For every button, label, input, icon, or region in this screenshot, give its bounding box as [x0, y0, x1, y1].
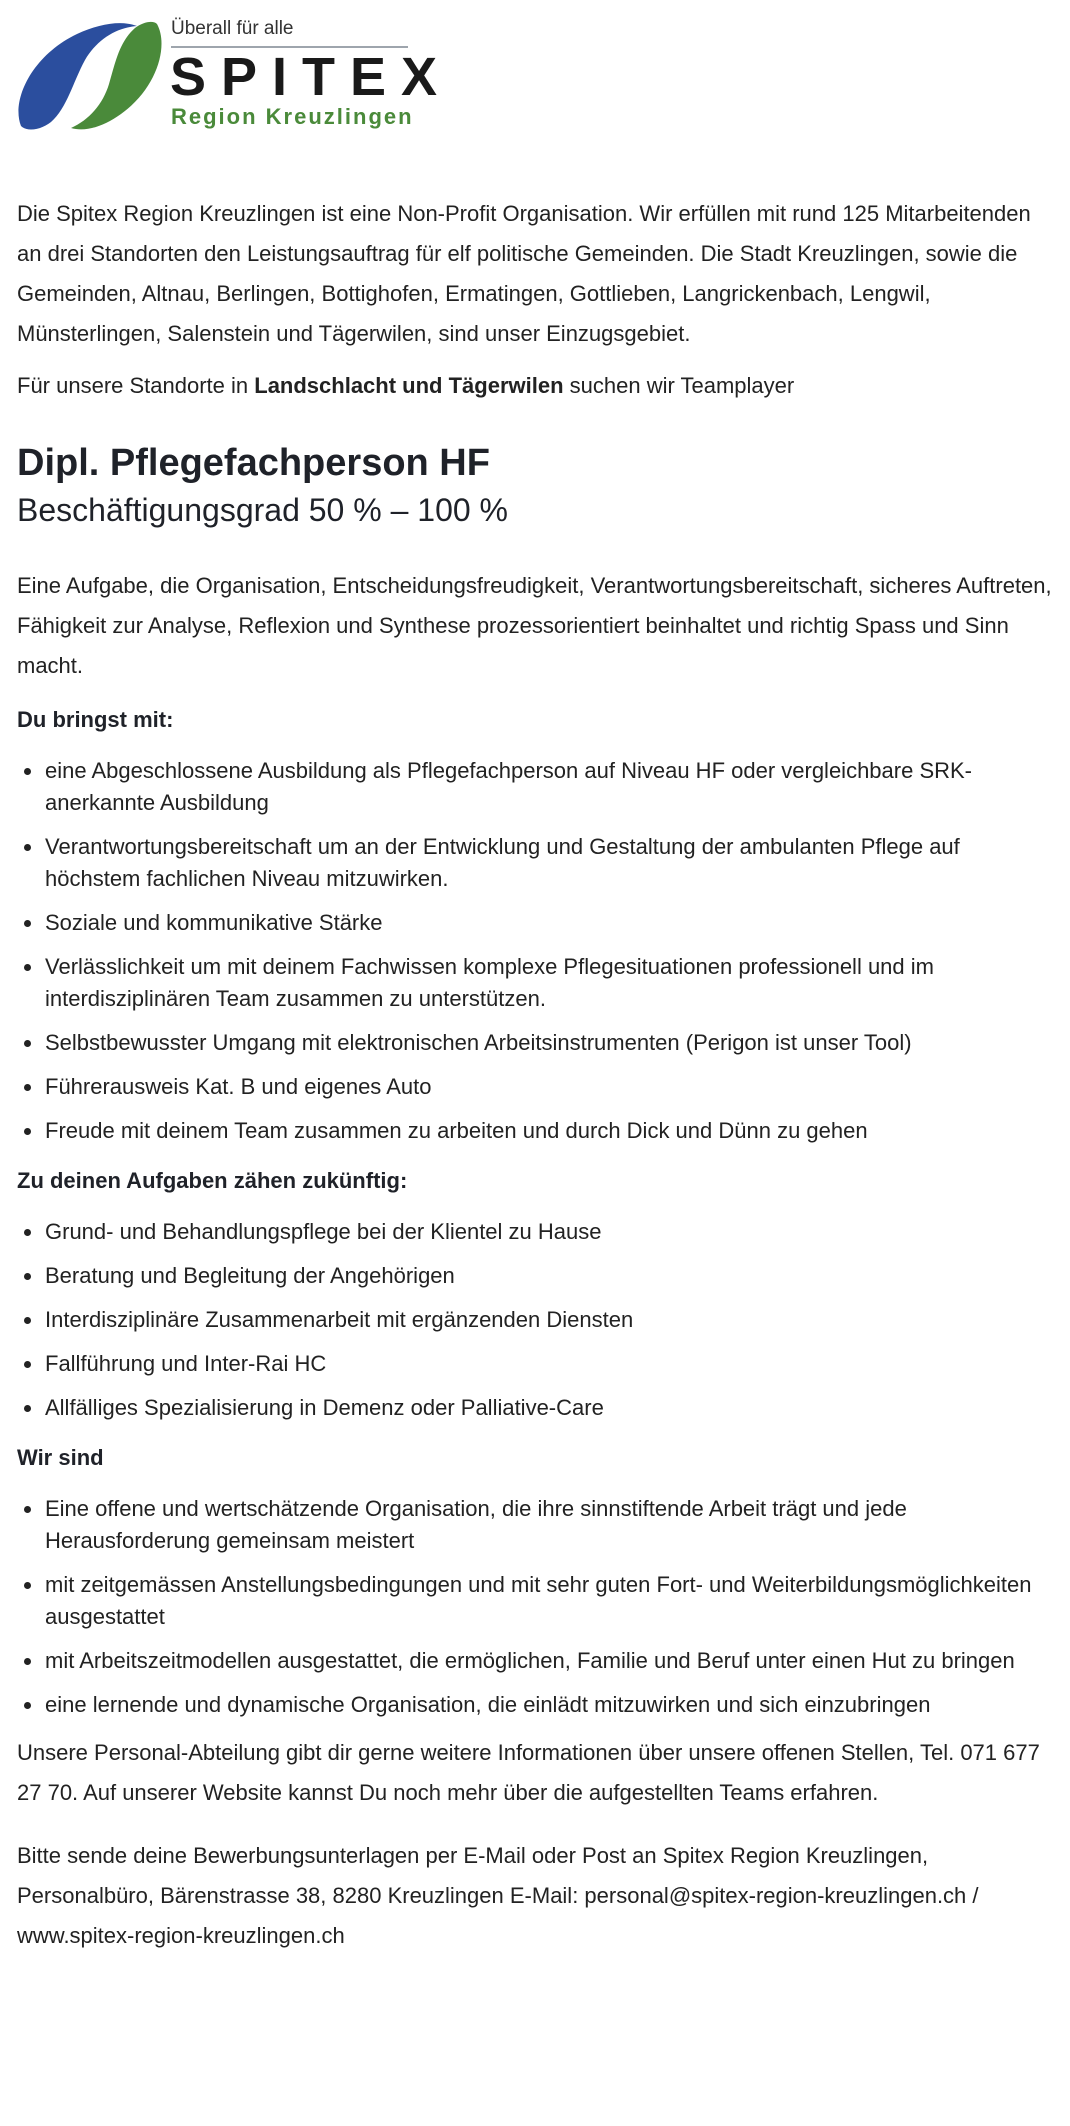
locations-paragraph: [17, 366, 1058, 406]
we-are-heading: Wir sind: [17, 1445, 104, 1470]
list-item: • eine Abgeschlossene Ausbildung als Pflegefachperson auf Niveau HF oder vergleichbare SRK-anerkannte Ausbildung: [44, 755, 1058, 819]
locations-suffix: suchen wir Teamplayer: [563, 373, 795, 398]
list-item: • Verantwortungsbereitschaft um an der Entwicklung und Gestaltung der ambulanten Pflege auf höchstem fachlichen Niveau mitzuwirken.: [44, 831, 1058, 895]
list-item: • Freude mit deinem Team zusammen zu arbeiten und durch Dick und Dünn zu gehen: [44, 1115, 1058, 1147]
list-item: • Grund- und Behandlungspflege bei der Klientel zu Hause: [44, 1216, 1058, 1248]
locations-prefix: Für unsere Standorte in: [17, 373, 255, 398]
list-item: • Allfälliges Spezialisierung in Demenz oder Palliative-Care: [44, 1392, 1058, 1424]
spitex-logo: [17, 16, 1058, 146]
list-item: • Soziale und kommunikative Stärke: [44, 907, 1058, 939]
logo-brand: SPITEX: [170, 47, 453, 107]
list-item: • eine lernende und dynamische Organisation, die einlädt mitzuwirken und sich einzubringen: [44, 1689, 1058, 1721]
locations-bold: Landschlacht und Tägerwilen: [254, 373, 564, 398]
we-are-list: [17, 1493, 1058, 1721]
job-subtitle: Beschäftigungsgrad 50 % – 100 %: [17, 492, 508, 528]
list-item: • Selbstbewusster Umgang mit elektronischen Arbeitsinstrumenten (Perigon ist unser Tool): [44, 1027, 1058, 1059]
contact-paragraph: Unsere Personal-Abteilung gibt dir gerne weitere Informationen über unsere offenen Stellen, Tel. 071 677 27 70. Auf unserer Website kannst Du noch mehr über die aufgestellten Teams erfahren.: [17, 1740, 1040, 1805]
intro-paragraph: Die Spitex Region Kreuzlingen ist eine Non-Profit Organisation. Wir erfüllen mit rund 125 Mitarbeitenden an drei Standorten den Leistungsauftrag für elf politische Gemeinden. Die Stadt Kreuzlingen, sowie die Gemeinden, Altnau, Berlingen, Bottighofen, Ermatingen, Gottlieben, Langrickenbach, Lengwil, Münsterlingen, Salenstein und Tägerwilen, sind unser Einzugsgebiet.: [17, 201, 1031, 346]
requirements-list: [17, 755, 1058, 1147]
apply-paragraph: Bitte sende deine Bewerbungsunterlagen per E-Mail oder Post an Spitex Region Kreuzlingen, Personalbüro, Bärenstrasse 38, 8280 Kreuzlingen E-Mail: personal@spitex-region-kreuzlingen.ch / www.spitex-region-kreuzlingen.ch: [17, 1843, 979, 1948]
list-item: • Beratung und Begleitung der Angehörigen: [44, 1260, 1058, 1292]
requirements-heading: Du bringst mit:: [17, 707, 174, 732]
tasks-heading: Zu deinen Aufgaben zähen zukünftig:: [17, 1168, 408, 1193]
list-item: • Fallführung und Inter-Rai HC: [44, 1348, 1058, 1380]
list-item: • mit zeitgemässen Anstellungsbedingungen und mit sehr guten Fort- und Weiterbildungsmöglichkeiten ausgestattet: [44, 1569, 1058, 1633]
list-item: • mit Arbeitszeitmodellen ausgestattet, die ermöglichen, Familie und Beruf unter einen Hut zu bringen: [44, 1645, 1058, 1677]
list-item: • Führerausweis Kat. B und eigenes Auto: [44, 1071, 1058, 1103]
tasks-list: [17, 1216, 1058, 1424]
logo-tagline: Überall für alle: [171, 18, 294, 39]
spitex-swoosh-icon: [17, 16, 167, 136]
list-item: • Eine offene und wertschätzende Organisation, die ihre sinnstiftende Arbeit trägt und jede Herausforderung gemeinsam meistert: [44, 1493, 1058, 1557]
list-item: • Interdisziplinäre Zusammenarbeit mit ergänzenden Diensten: [44, 1304, 1058, 1336]
job-title: Dipl. Pflegefachperson HF: [17, 442, 490, 484]
job-description: Eine Aufgabe, die Organisation, Entscheidungsfreudigkeit, Verantwortungsbereitschaft, sicheres Auftreten, Fähigkeit zur Analyse, Reflexion und Synthese prozessorientiert beinhaltet und richtig Spass und Sinn macht.: [17, 573, 1052, 678]
list-item: • Verlässlichkeit um mit deinem Fachwissen komplexe Pflegesituationen professionell und im interdisziplinären Team zusammen zu unterstützen.: [44, 951, 1058, 1015]
logo-region: Region Kreuzlingen: [171, 104, 414, 129]
